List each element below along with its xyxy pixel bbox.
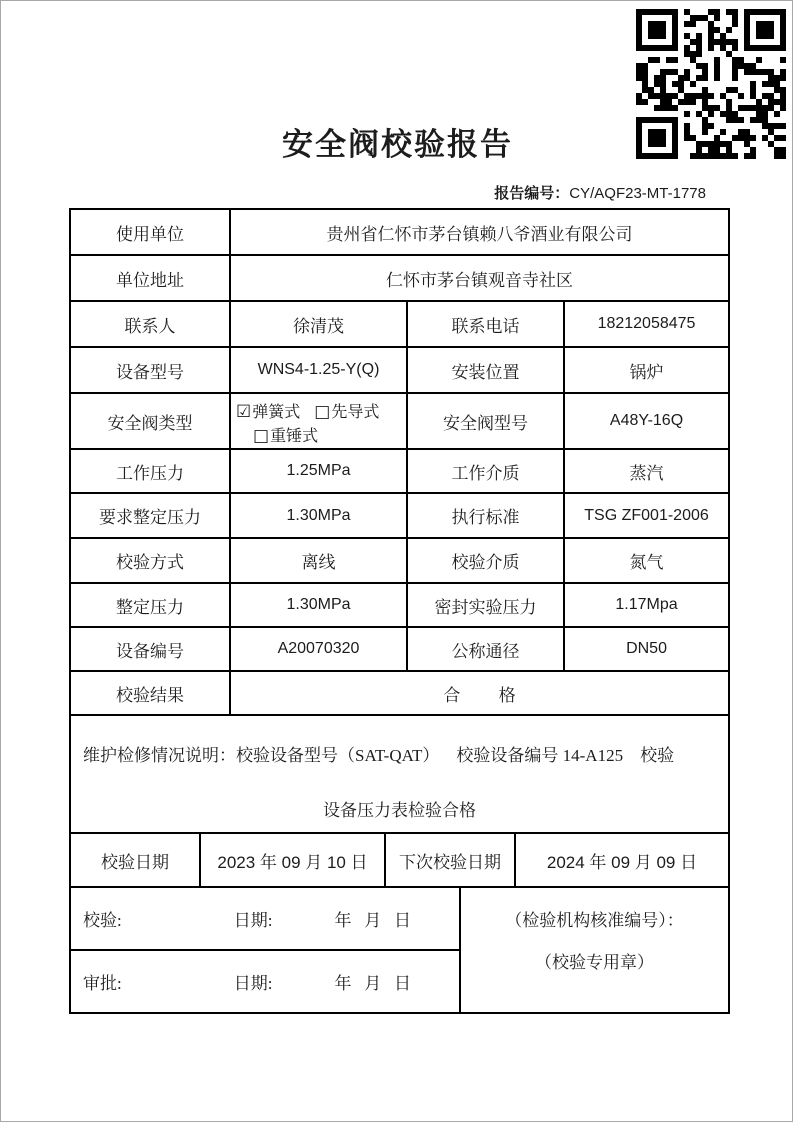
next-calibration-date-label: 下次校验日期 [385, 833, 515, 887]
verifier-date-label: 日期: [233, 911, 273, 930]
seal-test-pressure-value: 1.17Mpa [564, 583, 729, 627]
seal-test-pressure-label: 密封实验压力 [407, 583, 564, 627]
checkbox-pilot-type[interactable] [314, 399, 379, 422]
checkbox-weight-type[interactable] [253, 428, 318, 445]
required-set-pressure-value: 1.30MPa [230, 493, 407, 538]
contact-person-label: 联系人 [70, 301, 230, 347]
valve-model-value: A48Y-16Q [564, 393, 729, 449]
required-set-pressure-label: 要求整定压力 [70, 493, 230, 538]
report-number-label: 报告编号： [494, 186, 570, 202]
standard-value: TSG ZF001-2006 [564, 493, 729, 538]
approver-sign-line [71, 969, 459, 994]
verifier-sign-line [71, 906, 459, 931]
maintenance-note-line2: 设备压力表检验合格 [323, 800, 477, 820]
checkbox-spring-type-label: 弹簧式 [252, 403, 301, 421]
user-unit-label: 使用单位 [70, 209, 230, 255]
dates-table [69, 832, 730, 888]
checkbox-spring-type[interactable] [236, 399, 300, 422]
valve-model-label: 安全阀型号 [407, 393, 564, 449]
unit-address-value: 仁怀市茅台镇观音寺社区 [230, 255, 729, 301]
calibration-method-value: 离线 [230, 538, 407, 583]
signoff-table [69, 886, 730, 1014]
equipment-model-label: 设备型号 [70, 347, 230, 393]
equipment-no-value: A20070320 [230, 627, 407, 671]
approval-number-label: （检验机构核准编号）： [505, 911, 684, 930]
stamp-area [460, 887, 729, 1013]
calibration-medium-value: 氮气 [564, 538, 729, 583]
valve-type-options-line2 [231, 423, 406, 446]
user-unit-value: 贵州省仁怀市茅台镇赖八爷酒业有限公司 [230, 209, 729, 255]
result-label: 校验结果 [70, 671, 230, 715]
nominal-diameter-label: 公称通径 [407, 627, 564, 671]
approver-sign-row [70, 950, 460, 1013]
result-value: 合 格 [230, 671, 729, 715]
working-pressure-label: 工作压力 [70, 449, 230, 493]
contact-person-value: 徐清茂 [230, 301, 407, 347]
next-calibration-date-value: 2024 年 09 月 09 日 [515, 833, 729, 887]
contact-phone-label: 联系电话 [407, 301, 564, 347]
checkbox-weight-type-label: 重锤式 [270, 427, 319, 445]
report-table [69, 208, 728, 1014]
checkbox-pilot-type-label: 先导式 [331, 403, 380, 421]
calibration-medium-label: 校验介质 [407, 538, 564, 583]
working-medium-value: 蒸汽 [564, 449, 729, 493]
maintenance-note-line1: 维护检修情况说明：校验设备型号（SAT-QAT） 校验设备编号 14-A125 校验 [83, 745, 675, 765]
main-table [69, 208, 730, 834]
approver-date-label: 日期: [233, 974, 273, 993]
nominal-diameter-value: DN50 [564, 627, 729, 671]
valve-type-label: 安全阀类型 [70, 393, 230, 449]
install-location-value: 锅炉 [564, 347, 729, 393]
maintenance-note [70, 715, 729, 833]
contact-phone-value: 18212058475 [564, 301, 729, 347]
verifier-sign-row [70, 887, 460, 950]
verifier-ymd: 年 月 日 [334, 911, 411, 930]
set-pressure-label: 整定压力 [70, 583, 230, 627]
working-medium-label: 工作介质 [407, 449, 564, 493]
install-location-label: 安装位置 [407, 347, 564, 393]
report-number-value: CY/AQF23-MT-1778 [569, 185, 706, 202]
approver-label: 审批: [83, 974, 122, 993]
valve-type-options-line1 [231, 399, 406, 422]
calibration-date-value: 2023 年 09 月 10 日 [200, 833, 385, 887]
standard-label: 执行标准 [407, 493, 564, 538]
equipment-model-value: WNS4-1.25-Y(Q) [230, 347, 407, 393]
approver-ymd: 年 月 日 [334, 974, 411, 993]
unit-address-label: 单位地址 [70, 255, 230, 301]
set-pressure-value: 1.30MPa [230, 583, 407, 627]
calibration-method-label: 校验方式 [70, 538, 230, 583]
working-pressure-value: 1.25MPa [230, 449, 407, 493]
special-seal-label: （校验专用章） [535, 953, 654, 972]
verifier-label: 校验: [83, 911, 122, 930]
page-title: 安全阀校验报告 [282, 127, 513, 162]
equipment-no-label: 设备编号 [70, 627, 230, 671]
calibration-date-label: 校验日期 [70, 833, 200, 887]
valve-type-options [230, 393, 407, 449]
report-number [69, 182, 728, 203]
